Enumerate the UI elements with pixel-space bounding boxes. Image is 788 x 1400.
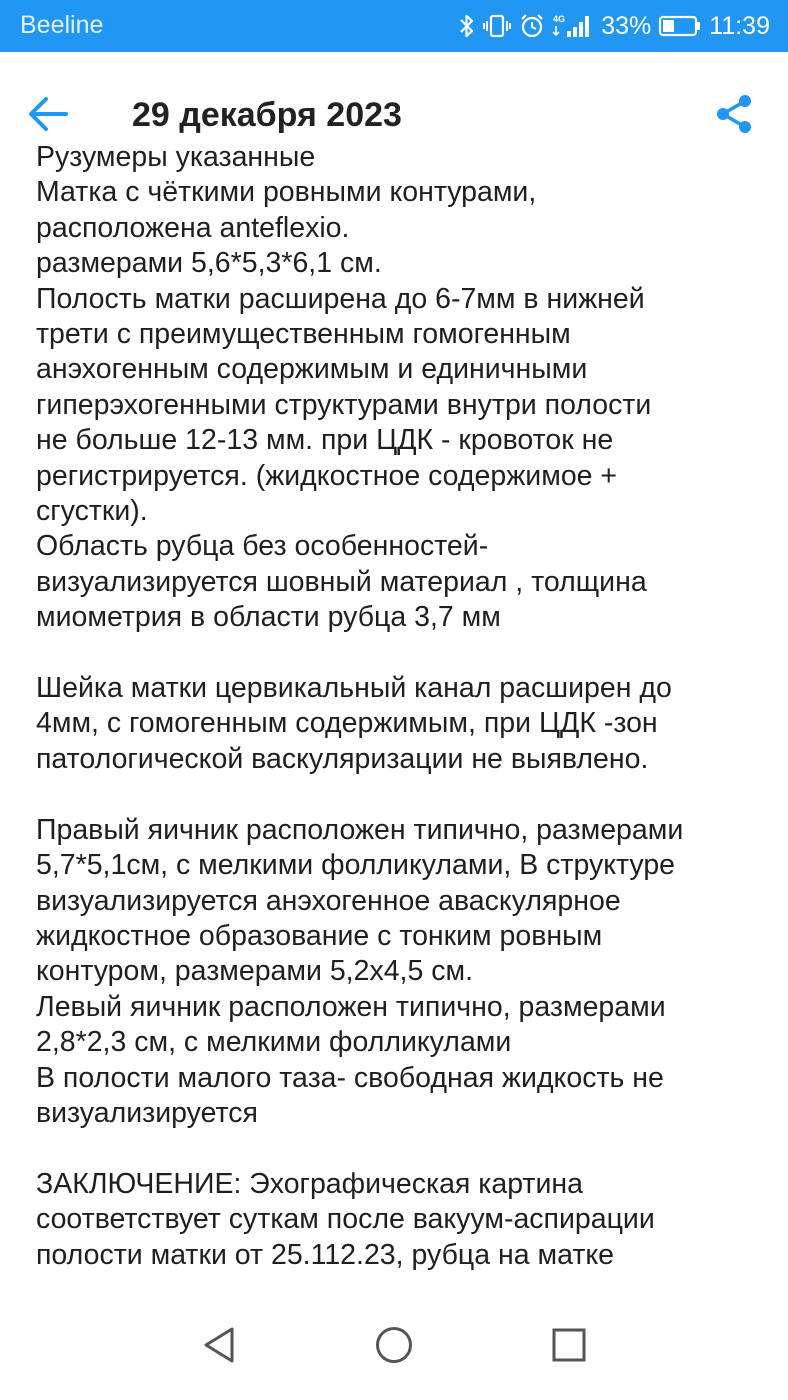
text-line: визуализируется анэхогенное аваскулярное — [36, 884, 621, 917]
text-line — [36, 777, 766, 812]
arrow-left-icon — [28, 96, 68, 137]
text-line: расположена anteflexio. — [36, 211, 350, 244]
status-bar — [0, 0, 788, 52]
text-line: анэхогенным содержимым и единичными — [36, 353, 588, 386]
text-line: ЗАКЛЮЧЕНИЕ: Эхографическая картина — [36, 1167, 583, 1200]
text-line: соответствует суткам после вакуум-аспирации — [36, 1203, 655, 1236]
text-line: гиперэхогенными структурами внутри полости — [36, 388, 652, 421]
square-recents-icon — [551, 1327, 587, 1368]
nav-recents-button[interactable] — [544, 1322, 594, 1372]
battery-icon — [659, 14, 701, 38]
vibrate-icon — [483, 13, 511, 39]
text-line: размерами 5,6*5,3*6,1 см. — [36, 247, 382, 280]
circle-home-icon — [374, 1325, 414, 1370]
text-line: 2,8*2,3 см, с мелкими фолликулами — [36, 1026, 512, 1059]
text-line: В полости малого таза- свободная жидкость не — [36, 1061, 664, 1094]
text-line: сгустки). — [36, 495, 148, 528]
text-line: 5,7*5,1см, с мелкими фолликулами, В структуре — [36, 849, 676, 882]
nav-home-button[interactable] — [369, 1322, 419, 1372]
text-line: визуализируется шовный материал , толщина — [36, 565, 647, 598]
text-line: Полость матки расширена до 6-7мм в нижней — [36, 282, 645, 315]
text-line: Матка с чёткими ровными контурами, — [36, 176, 537, 209]
text-line: контуром, размерами 5,2х4,5 см. — [36, 955, 474, 988]
bluetooth-icon — [459, 13, 475, 39]
share-button[interactable] — [708, 90, 760, 142]
navigation-bar — [0, 1294, 788, 1400]
text-line — [36, 636, 766, 671]
note-text — [36, 140, 766, 1273]
share-icon — [715, 94, 753, 139]
clock: 11:39 — [709, 11, 770, 40]
text-line: регистрируется. (жидкостное содержимое + — [36, 459, 618, 492]
text-line: 4мм, с гомогенным содержимым, при ЦДК -зон — [36, 707, 658, 740]
page-title: 29 декабря 2023 — [132, 96, 402, 134]
text-line: трети с преимущественным гомогенным — [36, 318, 571, 351]
note-content[interactable] — [0, 141, 788, 1294]
back-button[interactable] — [22, 90, 74, 142]
carrier-name: Beeline — [20, 11, 104, 39]
network-type-label: 4G — [553, 14, 566, 24]
text-line: визуализируется — [36, 1096, 258, 1129]
text-line: миометрия в области рубца 3,7 мм — [36, 601, 501, 634]
text-line: Левый яичник расположен типично, размерами — [36, 990, 666, 1023]
text-line: Правый яичник расположен типично, размерами — [36, 813, 684, 846]
alarm-icon — [519, 13, 545, 39]
status-icons — [459, 10, 770, 42]
text-line: не больше 12-13 мм. при ЦДК - кровоток не — [36, 424, 614, 457]
battery-percent: 33% — [601, 11, 652, 40]
triangle-back-icon — [201, 1326, 237, 1369]
text-line: полости матки от 25.112.23, рубца на матке — [36, 1238, 615, 1271]
text-line: Шейка матки цервикальный канал расширен до — [36, 672, 672, 705]
text-line: Область рубца без особенностей- — [36, 530, 489, 563]
signal-icon — [553, 13, 593, 39]
text-line — [36, 1131, 766, 1166]
text-line: Рузумеры указанные — [36, 141, 316, 173]
text-line: патологической васкуляризации не выявлено. — [36, 742, 649, 775]
text-line: жидкостное образование с тонким ровным — [36, 919, 603, 952]
nav-back-button[interactable] — [194, 1322, 244, 1372]
